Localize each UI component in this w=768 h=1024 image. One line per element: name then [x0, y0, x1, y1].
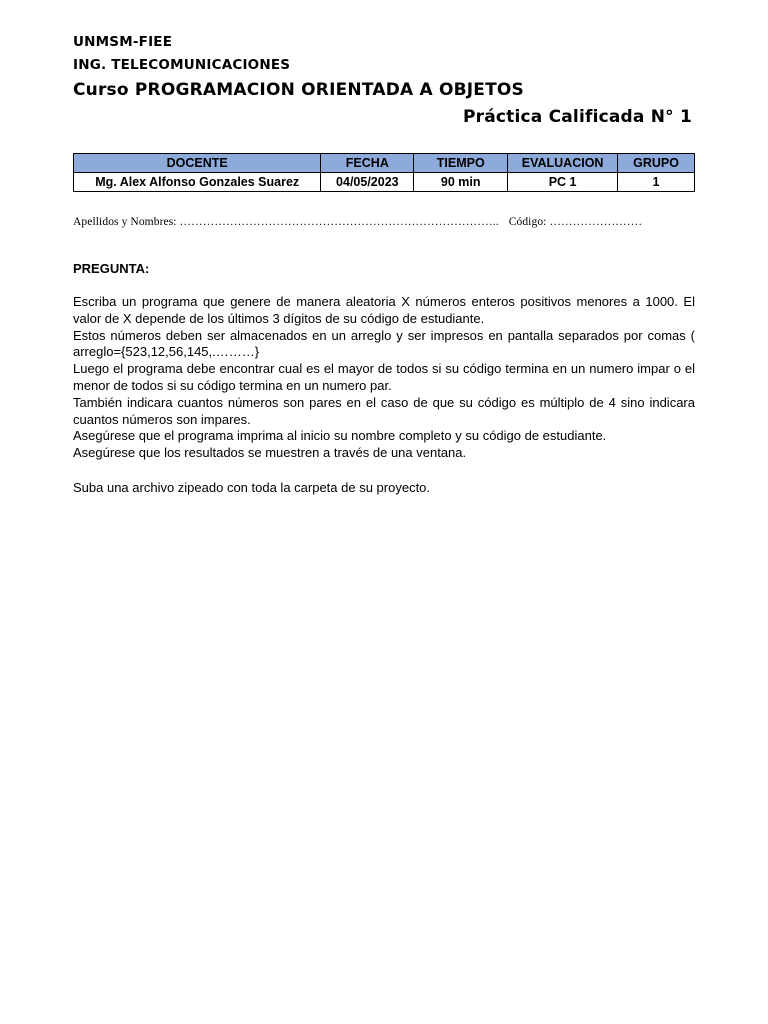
question-title: PREGUNTA: [73, 261, 150, 276]
cell-grupo: 1 [618, 173, 695, 192]
university-title: UNMSM-FIEE [73, 34, 173, 50]
question-paragraph: Estos números deben ser almacenados en un arreglo y ser impresos en pantalla separados por comas ( arreglo={523,12,56,145,.………} [73, 327, 695, 360]
question-paragraph: Luego el programa debe encontrar cual es el mayor de todos si su código termina en un numero impar o el menor de todos si su código termina en un numero par. [73, 361, 695, 393]
cell-fecha: 04/05/2023 [321, 173, 414, 192]
program-title: ING. TELECOMUNICACIONES [73, 57, 291, 73]
cell-tiempo: 90 min [414, 173, 508, 192]
question-paragraph: Asegúrese que el programa imprima al inicio su nombre completo y su código de estudiante. [73, 428, 607, 444]
table-row [74, 173, 695, 192]
exam-title: Práctica Calificada N° 1 [462, 107, 692, 127]
question-paragraph: Escriba un programa que genere de manera aleatoria X números enteros positivos menores a 1000. El valor de X depende de los últimos 3 dígitos de su código de estudiante. [73, 294, 695, 326]
header-grupo: GRUPO [618, 154, 695, 173]
course-title: Curso PROGRAMACION ORIENTADA A OBJETOS [73, 80, 524, 100]
cell-docente: Mg. Alex Alfonso Gonzales Suarez [74, 173, 321, 192]
code-field-label[interactable]: Código: …………………… [508, 216, 643, 228]
header-docente: DOCENTE [74, 154, 321, 173]
header-fecha: FECHA [321, 154, 414, 173]
header-tiempo: TIEMPO [414, 154, 508, 173]
names-field-label[interactable]: Apellidos y Nombres: ……………………………………………………………………….. [73, 216, 499, 228]
student-line [73, 216, 642, 228]
question-paragraph: Asegúrese que los resultados se muestren a través de una ventana. [73, 445, 467, 461]
submission-note: Suba una archivo zipeado con toda la carpeta de su proyecto. [73, 480, 431, 495]
table-header-row [74, 154, 695, 173]
header-evaluacion: EVALUACION [508, 154, 618, 173]
exam-info-table [73, 153, 695, 192]
question-body [73, 294, 695, 462]
cell-evaluacion: PC 1 [508, 173, 618, 192]
question-paragraph: También indicara cuantos números son pares en el caso de que su código es múltiplo de 4 sino indicara cuantos números son impares. [73, 394, 695, 427]
